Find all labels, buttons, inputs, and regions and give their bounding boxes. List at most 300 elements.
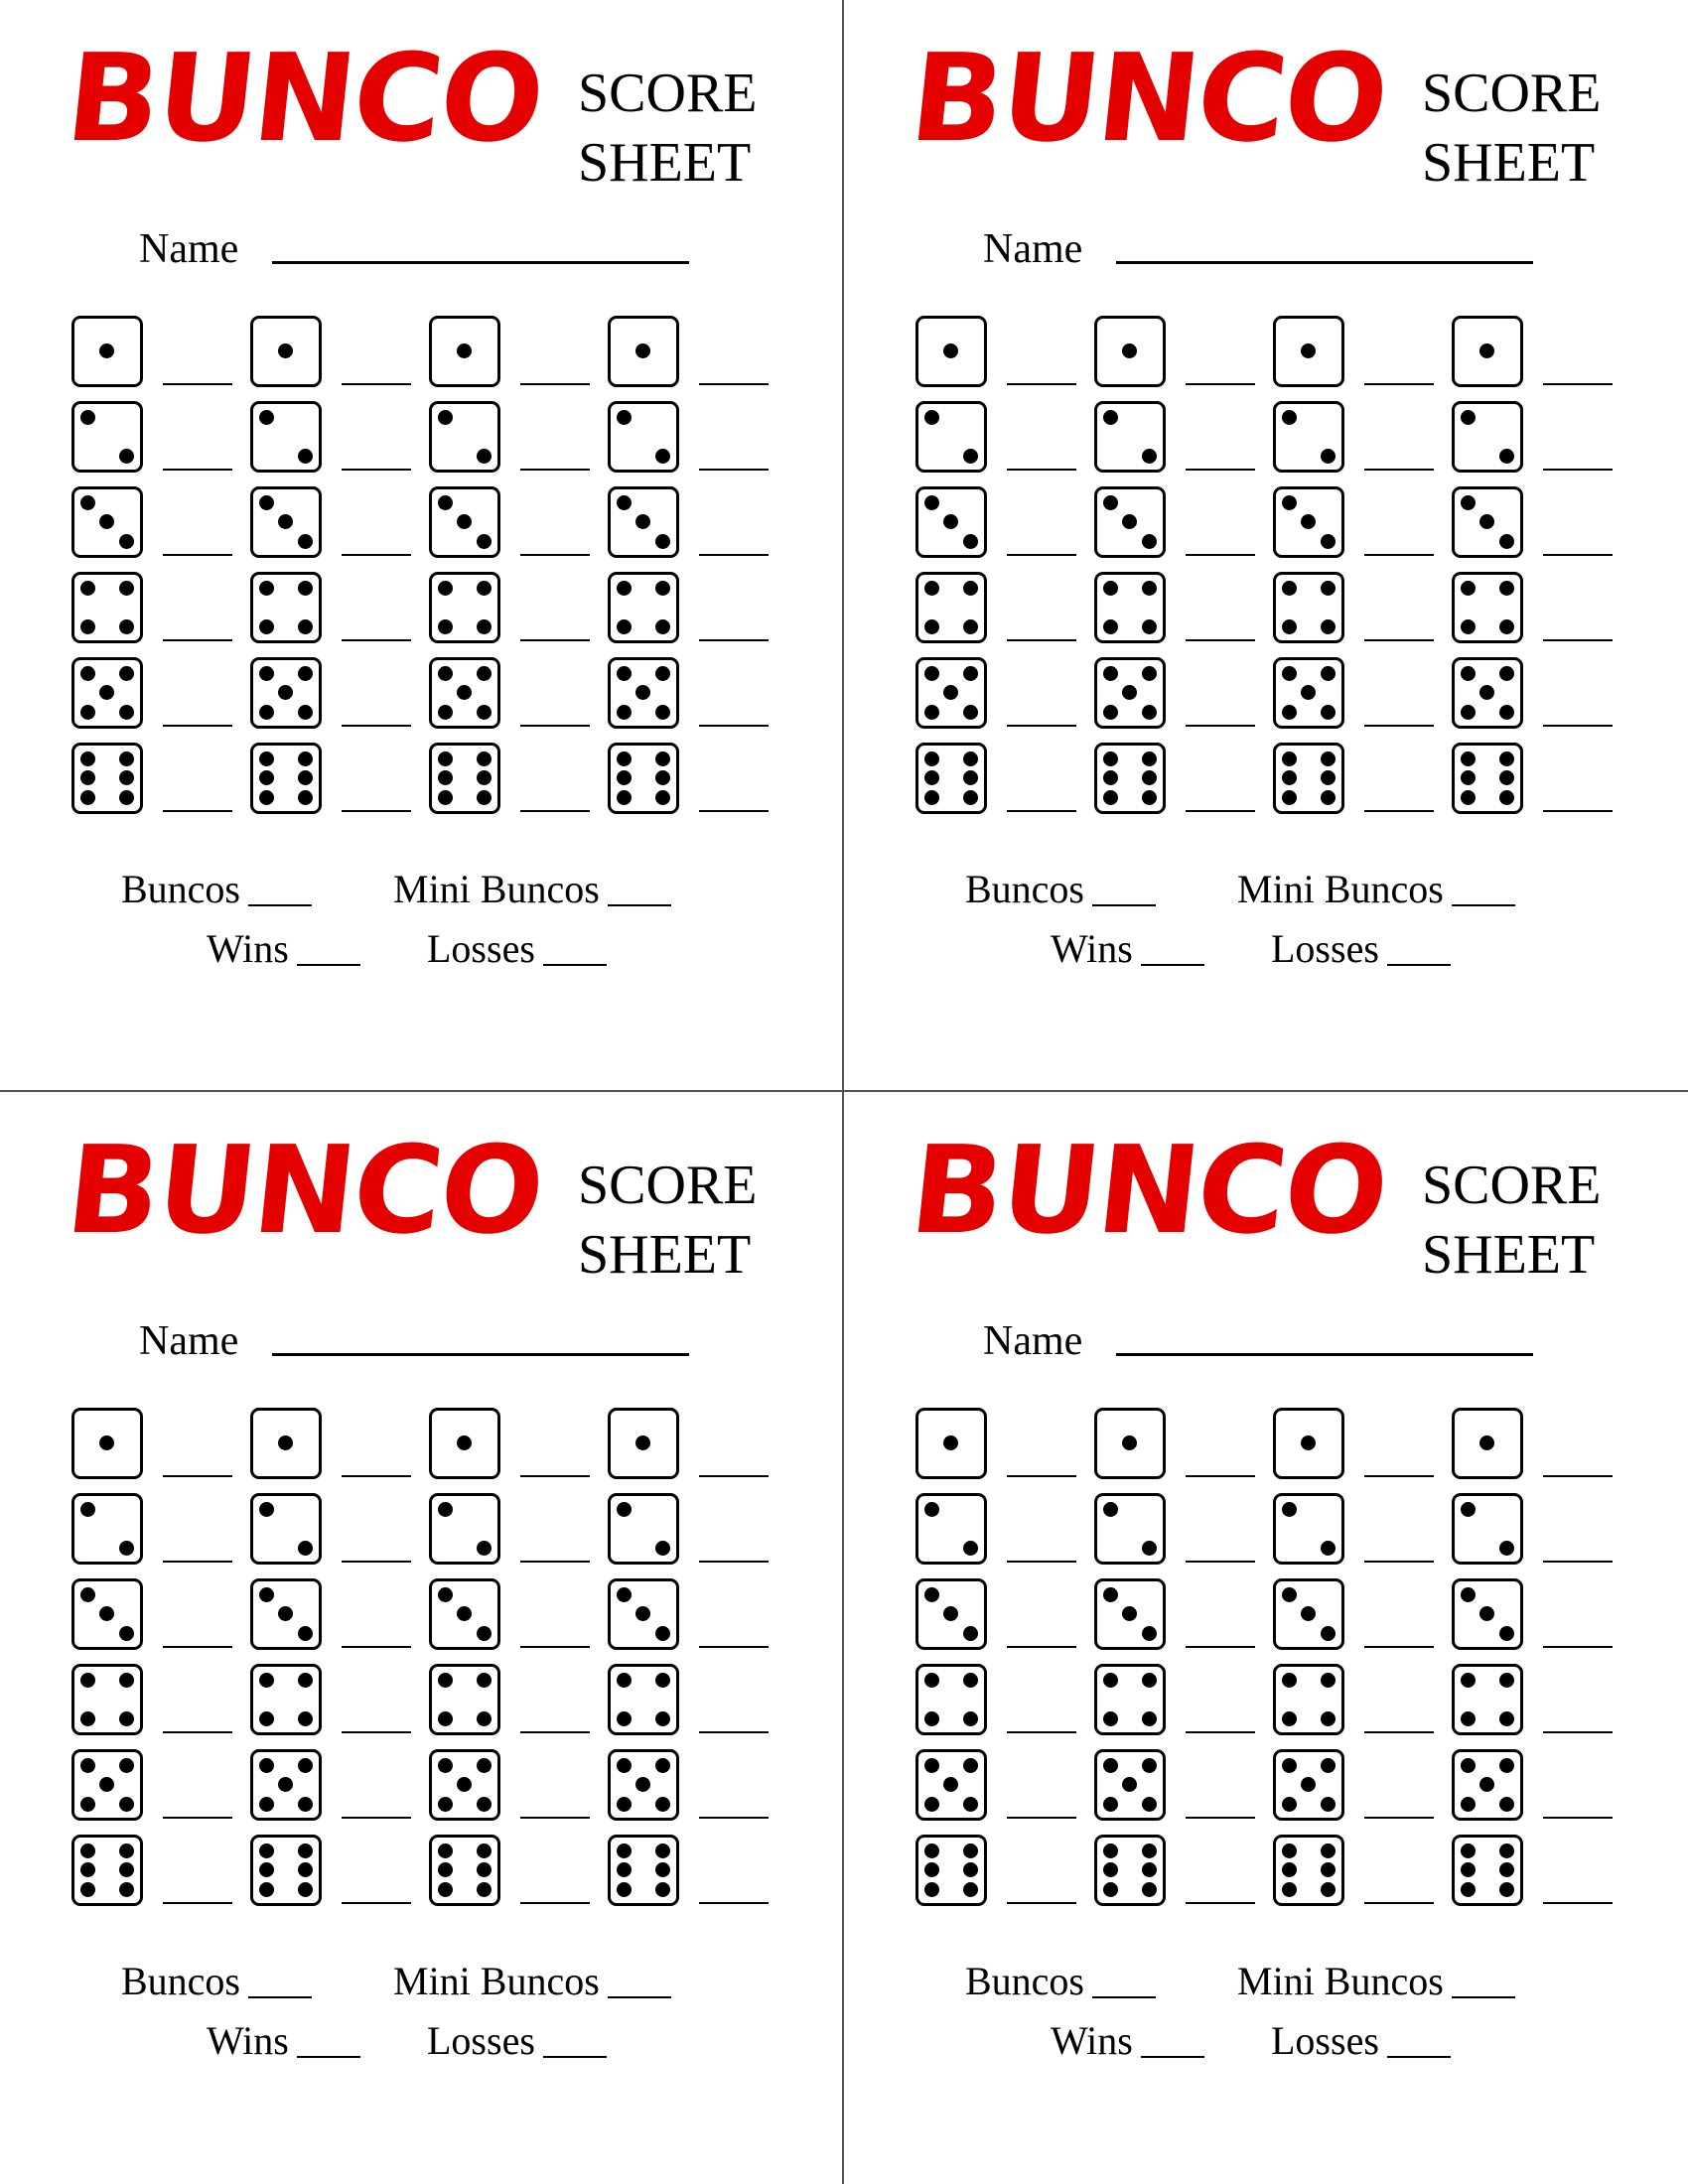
round-score-blank[interactable] xyxy=(342,383,411,385)
round-score-blank[interactable] xyxy=(1364,1646,1434,1648)
round-score-blank[interactable] xyxy=(1186,1731,1255,1733)
round-score-blank[interactable] xyxy=(699,1817,769,1819)
die-face-2-icon xyxy=(608,401,679,473)
name-field[interactable] xyxy=(1116,1353,1533,1356)
die-pip xyxy=(924,751,939,766)
round-score-blank[interactable] xyxy=(1186,554,1255,556)
die-face-6-icon xyxy=(608,743,679,814)
die-pip xyxy=(259,666,274,681)
die-face-4-icon xyxy=(250,1664,322,1735)
round-score-blank[interactable] xyxy=(1543,725,1613,727)
round-score-blank[interactable] xyxy=(1007,1902,1076,1904)
title-score: SCORE xyxy=(578,63,758,124)
die-face-3-icon xyxy=(1094,1578,1166,1650)
round-score-blank[interactable] xyxy=(1543,554,1613,556)
die-pip xyxy=(655,619,670,634)
round-score-blank[interactable] xyxy=(1364,1817,1434,1819)
die-pip xyxy=(119,1711,134,1726)
die-pip xyxy=(1479,343,1494,358)
die-pip xyxy=(655,1797,670,1812)
round-score-blank[interactable] xyxy=(163,1902,232,1904)
round-score-blank[interactable] xyxy=(163,1475,232,1477)
die-pip xyxy=(1321,770,1336,785)
die-pip xyxy=(655,751,670,766)
die-pip xyxy=(1499,1862,1514,1877)
round-score-blank[interactable] xyxy=(342,639,411,641)
round-score-blank[interactable] xyxy=(520,1902,590,1904)
round-score-blank[interactable] xyxy=(163,1561,232,1563)
die-pip xyxy=(457,514,472,529)
die-pip xyxy=(1142,581,1157,596)
die-pip xyxy=(655,449,670,464)
die-pip xyxy=(617,1882,632,1897)
die-pip xyxy=(259,1882,274,1897)
die-pip xyxy=(943,343,958,358)
die-pip xyxy=(278,1777,293,1792)
die-pip xyxy=(80,495,95,510)
die-pip xyxy=(1461,581,1476,596)
die-pip xyxy=(1282,1758,1297,1773)
die-pip xyxy=(1142,1862,1157,1877)
die-pip xyxy=(278,343,293,358)
die-face-3-icon xyxy=(915,1578,987,1650)
die-pip xyxy=(1142,666,1157,681)
round-score-blank[interactable] xyxy=(1543,469,1613,471)
die-face-2-icon xyxy=(915,1493,987,1565)
die-pip xyxy=(635,1777,650,1792)
die-pip xyxy=(438,1843,453,1858)
die-pip xyxy=(259,1797,274,1812)
die-pip xyxy=(1479,1777,1494,1792)
die-pip xyxy=(655,1541,670,1556)
round-score-blank[interactable] xyxy=(1007,1475,1076,1477)
round-score-blank[interactable] xyxy=(1007,1561,1076,1563)
die-pip xyxy=(1142,619,1157,634)
round-score-blank[interactable] xyxy=(699,725,769,727)
die-face-6-icon xyxy=(250,743,322,814)
round-score-blank[interactable] xyxy=(1186,1817,1255,1819)
round-score-blank[interactable] xyxy=(699,554,769,556)
wins-field[interactable] xyxy=(207,2018,360,2063)
die-pip xyxy=(655,705,670,720)
round-score-blank[interactable] xyxy=(342,1475,411,1477)
die-pip xyxy=(80,1758,95,1773)
round-score-blank[interactable] xyxy=(1364,469,1434,471)
round-score-blank[interactable] xyxy=(699,1561,769,1563)
die-pip xyxy=(80,581,95,596)
round-score-blank[interactable] xyxy=(699,383,769,385)
score-sheet xyxy=(844,0,1686,1090)
die-face-3-icon xyxy=(429,486,500,558)
bunco-logo: BUNCO xyxy=(904,28,1393,169)
round-score-blank[interactable] xyxy=(342,469,411,471)
die-pip xyxy=(438,770,453,785)
round-score-blank[interactable] xyxy=(1186,383,1255,385)
name-field[interactable] xyxy=(272,1353,689,1356)
bunco-logo: BUNCO xyxy=(60,1120,549,1261)
die-pip xyxy=(1103,790,1118,805)
round-score-blank[interactable] xyxy=(342,810,411,812)
die-pip xyxy=(1122,514,1137,529)
losses-field[interactable] xyxy=(1271,2018,1451,2063)
round-score-blank[interactable] xyxy=(520,383,590,385)
title-sheet: SHEET xyxy=(578,1224,752,1286)
die-pip xyxy=(617,705,632,720)
round-score-blank[interactable] xyxy=(163,469,232,471)
die-pip xyxy=(298,449,313,464)
losses-label: Losses xyxy=(1271,926,1379,971)
mini-buncos-blank[interactable] xyxy=(1452,1996,1515,1998)
die-face-5-icon xyxy=(429,657,500,729)
wins-blank[interactable] xyxy=(297,2056,360,2058)
die-pip xyxy=(298,1862,313,1877)
die-pip xyxy=(1499,534,1514,549)
die-pip xyxy=(1499,1673,1514,1688)
mini-buncos-blank[interactable] xyxy=(608,1996,671,1998)
losses-blank[interactable] xyxy=(543,2056,607,2058)
die-pip xyxy=(1321,790,1336,805)
round-score-blank[interactable] xyxy=(520,639,590,641)
die-pip xyxy=(438,1587,453,1602)
mini-buncos-field[interactable] xyxy=(1237,867,1515,911)
losses-field[interactable] xyxy=(427,2018,607,2063)
die-pip xyxy=(119,1758,134,1773)
die-pip xyxy=(1103,1711,1118,1726)
die-pip xyxy=(924,495,939,510)
mini-buncos-blank[interactable] xyxy=(608,904,671,906)
die-pip xyxy=(924,1797,939,1812)
die-pip xyxy=(477,1758,492,1773)
die-face-6-icon xyxy=(250,1835,322,1906)
round-score-blank[interactable] xyxy=(1543,1646,1613,1648)
mini-buncos-field[interactable] xyxy=(393,867,671,911)
buncos-blank[interactable] xyxy=(248,904,312,906)
score-sheet xyxy=(0,1092,842,2182)
die-pip xyxy=(963,705,978,720)
die-pip xyxy=(1103,495,1118,510)
die-pip xyxy=(924,1711,939,1726)
name-field[interactable] xyxy=(272,261,689,264)
round-score-blank[interactable] xyxy=(1364,639,1434,641)
losses-blank[interactable] xyxy=(1387,2056,1451,2058)
round-score-blank[interactable] xyxy=(699,1646,769,1648)
round-score-blank[interactable] xyxy=(520,1731,590,1733)
losses-field[interactable] xyxy=(427,926,607,971)
bunco-logo: BUNCO xyxy=(60,28,549,169)
round-score-blank[interactable] xyxy=(163,1817,232,1819)
wins-field[interactable] xyxy=(1051,926,1204,971)
mini-buncos-field[interactable] xyxy=(393,1959,671,2003)
round-score-blank[interactable] xyxy=(1364,1731,1434,1733)
die-pip xyxy=(1103,705,1118,720)
die-pip xyxy=(1282,1882,1297,1897)
die-pip xyxy=(477,1843,492,1858)
die-pip xyxy=(259,410,274,425)
die-pip xyxy=(119,534,134,549)
round-score-blank[interactable] xyxy=(163,554,232,556)
name-field[interactable] xyxy=(1116,261,1533,264)
die-pip xyxy=(655,534,670,549)
die-pip xyxy=(80,1587,95,1602)
round-score-blank[interactable] xyxy=(520,1646,590,1648)
buncos-field[interactable] xyxy=(965,1959,1156,2003)
round-score-blank[interactable] xyxy=(1186,1902,1255,1904)
wins-field[interactable] xyxy=(1051,2018,1204,2063)
die-pip xyxy=(655,790,670,805)
buncos-field[interactable] xyxy=(965,867,1156,911)
die-pip xyxy=(963,1626,978,1641)
round-score-blank[interactable] xyxy=(1543,810,1613,812)
die-pip xyxy=(1282,751,1297,766)
die-pip xyxy=(119,1541,134,1556)
die-face-4-icon xyxy=(608,572,679,643)
round-score-blank[interactable] xyxy=(1186,810,1255,812)
round-score-blank[interactable] xyxy=(342,1817,411,1819)
die-pip xyxy=(1301,1606,1316,1621)
buncos-label: Buncos xyxy=(965,867,1084,911)
die-pip xyxy=(963,1797,978,1812)
die-pip xyxy=(943,1777,958,1792)
die-pip xyxy=(298,1673,313,1688)
round-score-blank[interactable] xyxy=(1007,383,1076,385)
die-pip xyxy=(99,1606,114,1621)
die-pip xyxy=(1282,619,1297,634)
buncos-blank[interactable] xyxy=(1092,904,1156,906)
die-pip xyxy=(298,534,313,549)
die-pip xyxy=(1461,410,1476,425)
die-pip xyxy=(1282,1587,1297,1602)
die-pip xyxy=(1321,751,1336,766)
round-score-blank[interactable] xyxy=(1364,554,1434,556)
die-pip xyxy=(963,790,978,805)
round-score-blank[interactable] xyxy=(342,1561,411,1563)
die-face-2-icon xyxy=(71,401,143,473)
die-face-6-icon xyxy=(1094,743,1166,814)
round-score-blank[interactable] xyxy=(1007,1817,1076,1819)
round-score-blank[interactable] xyxy=(163,1731,232,1733)
round-score-blank[interactable] xyxy=(163,639,232,641)
round-score-blank[interactable] xyxy=(520,1475,590,1477)
round-score-blank[interactable] xyxy=(1364,1475,1434,1477)
die-pip xyxy=(298,666,313,681)
die-pip xyxy=(298,1758,313,1773)
round-score-blank[interactable] xyxy=(342,1646,411,1648)
die-pip xyxy=(1321,666,1336,681)
die-face-4-icon xyxy=(429,1664,500,1735)
die-face-6-icon xyxy=(608,1835,679,1906)
round-score-blank[interactable] xyxy=(1543,383,1613,385)
wins-blank[interactable] xyxy=(297,964,360,966)
round-score-blank[interactable] xyxy=(1543,1475,1613,1477)
round-score-blank[interactable] xyxy=(699,1475,769,1477)
die-pip xyxy=(278,1435,293,1450)
die-pip xyxy=(119,666,134,681)
die-pip xyxy=(1103,619,1118,634)
round-score-blank[interactable] xyxy=(1543,1731,1613,1733)
title-score: SCORE xyxy=(578,1155,758,1216)
round-score-blank[interactable] xyxy=(163,725,232,727)
die-pip xyxy=(635,685,650,700)
die-pip xyxy=(477,770,492,785)
round-score-blank[interactable] xyxy=(1007,554,1076,556)
die-face-1-icon xyxy=(429,316,500,387)
die-pip xyxy=(119,619,134,634)
die-face-2-icon xyxy=(1452,1493,1523,1565)
round-score-blank[interactable] xyxy=(342,1731,411,1733)
die-pip xyxy=(1499,1758,1514,1773)
die-pip xyxy=(438,410,453,425)
die-pip xyxy=(963,1541,978,1556)
die-pip xyxy=(259,770,274,785)
round-score-blank[interactable] xyxy=(699,1731,769,1733)
die-pip xyxy=(617,1673,632,1688)
round-score-blank[interactable] xyxy=(1186,469,1255,471)
die-pip xyxy=(80,790,95,805)
round-score-blank[interactable] xyxy=(1007,810,1076,812)
die-pip xyxy=(635,343,650,358)
die-pip xyxy=(80,1862,95,1877)
round-score-blank[interactable] xyxy=(1364,810,1434,812)
die-pip xyxy=(438,751,453,766)
title-score: SCORE xyxy=(1422,63,1602,124)
round-score-blank[interactable] xyxy=(1543,1902,1613,1904)
round-score-blank[interactable] xyxy=(520,1561,590,1563)
losses-blank[interactable] xyxy=(1387,964,1451,966)
die-pip xyxy=(655,1626,670,1641)
round-score-blank[interactable] xyxy=(520,554,590,556)
round-score-blank[interactable] xyxy=(1186,1475,1255,1477)
die-face-5-icon xyxy=(71,1749,143,1821)
round-score-blank[interactable] xyxy=(1186,1646,1255,1648)
title-sheet: SHEET xyxy=(1422,1224,1596,1286)
die-pip xyxy=(259,751,274,766)
die-pip xyxy=(1103,410,1118,425)
die-pip xyxy=(477,1541,492,1556)
die-pip xyxy=(924,410,939,425)
die-pip xyxy=(119,1862,134,1877)
die-pip xyxy=(1122,1777,1137,1792)
buncos-field[interactable] xyxy=(121,867,312,911)
round-score-blank[interactable] xyxy=(1364,725,1434,727)
name-label: Name xyxy=(139,1318,239,1364)
round-score-blank[interactable] xyxy=(1543,1817,1613,1819)
die-pip xyxy=(924,1758,939,1773)
round-score-blank[interactable] xyxy=(1543,1561,1613,1563)
die-pip xyxy=(119,751,134,766)
die-pip xyxy=(80,619,95,634)
die-pip xyxy=(617,410,632,425)
die-pip xyxy=(119,449,134,464)
wins-label: Wins xyxy=(1051,926,1133,971)
die-pip xyxy=(963,1673,978,1688)
buncos-blank[interactable] xyxy=(248,1996,312,1998)
die-pip xyxy=(963,751,978,766)
die-pip xyxy=(457,343,472,358)
die-pip xyxy=(924,1862,939,1877)
die-pip xyxy=(1142,1541,1157,1556)
wins-field[interactable] xyxy=(207,926,360,971)
die-face-6-icon xyxy=(71,743,143,814)
die-pip xyxy=(259,1587,274,1602)
round-score-blank[interactable] xyxy=(1543,639,1613,641)
round-score-blank[interactable] xyxy=(1007,469,1076,471)
round-score-blank[interactable] xyxy=(1186,1561,1255,1563)
die-pip xyxy=(655,1843,670,1858)
die-pip xyxy=(655,1862,670,1877)
mini-buncos-field[interactable] xyxy=(1237,1959,1515,2003)
die-pip xyxy=(477,534,492,549)
die-pip xyxy=(298,1843,313,1858)
die-pip xyxy=(963,1711,978,1726)
wins-blank[interactable] xyxy=(1141,2056,1204,2058)
round-score-blank[interactable] xyxy=(520,469,590,471)
round-score-blank[interactable] xyxy=(699,639,769,641)
die-pip xyxy=(1321,581,1336,596)
round-score-blank[interactable] xyxy=(1007,1646,1076,1648)
round-score-blank[interactable] xyxy=(1364,1902,1434,1904)
die-face-4-icon xyxy=(250,572,322,643)
round-score-blank[interactable] xyxy=(1007,725,1076,727)
round-score-blank[interactable] xyxy=(163,810,232,812)
die-pip xyxy=(259,1711,274,1726)
die-pip xyxy=(617,495,632,510)
round-score-blank[interactable] xyxy=(1007,1731,1076,1733)
buncos-blank[interactable] xyxy=(1092,1996,1156,1998)
die-pip xyxy=(80,1797,95,1812)
round-score-blank[interactable] xyxy=(1364,383,1434,385)
mini-buncos-blank[interactable] xyxy=(1452,904,1515,906)
round-score-blank[interactable] xyxy=(342,554,411,556)
die-pip xyxy=(1461,1797,1476,1812)
round-score-blank[interactable] xyxy=(1186,639,1255,641)
wins-blank[interactable] xyxy=(1141,964,1204,966)
round-score-blank[interactable] xyxy=(699,1902,769,1904)
die-pip xyxy=(119,1673,134,1688)
round-score-blank[interactable] xyxy=(699,469,769,471)
die-face-3-icon xyxy=(429,1578,500,1650)
die-pip xyxy=(80,770,95,785)
round-score-blank[interactable] xyxy=(1007,639,1076,641)
round-score-blank[interactable] xyxy=(163,1646,232,1648)
die-pip xyxy=(943,514,958,529)
round-score-blank[interactable] xyxy=(342,1902,411,1904)
score-sheet xyxy=(844,1092,1686,2182)
die-pip xyxy=(1499,1797,1514,1812)
die-face-4-icon xyxy=(915,572,987,643)
die-pip xyxy=(1499,770,1514,785)
mini-buncos-label: Mini Buncos xyxy=(393,1959,600,2003)
losses-field[interactable] xyxy=(1271,926,1451,971)
die-pip xyxy=(1142,751,1157,766)
die-pip xyxy=(438,1882,453,1897)
die-pip xyxy=(259,619,274,634)
losses-blank[interactable] xyxy=(543,964,607,966)
buncos-field[interactable] xyxy=(121,1959,312,2003)
round-score-blank[interactable] xyxy=(520,810,590,812)
round-score-blank[interactable] xyxy=(163,383,232,385)
round-score-blank[interactable] xyxy=(520,725,590,727)
die-pip xyxy=(963,1843,978,1858)
die-pip xyxy=(259,790,274,805)
round-score-blank[interactable] xyxy=(1186,725,1255,727)
die-pip xyxy=(259,1862,274,1877)
round-score-blank[interactable] xyxy=(520,1817,590,1819)
die-pip xyxy=(1122,1435,1137,1450)
die-pip xyxy=(1142,1758,1157,1773)
round-score-blank[interactable] xyxy=(1364,1561,1434,1563)
round-score-blank[interactable] xyxy=(699,810,769,812)
round-score-blank[interactable] xyxy=(342,725,411,727)
